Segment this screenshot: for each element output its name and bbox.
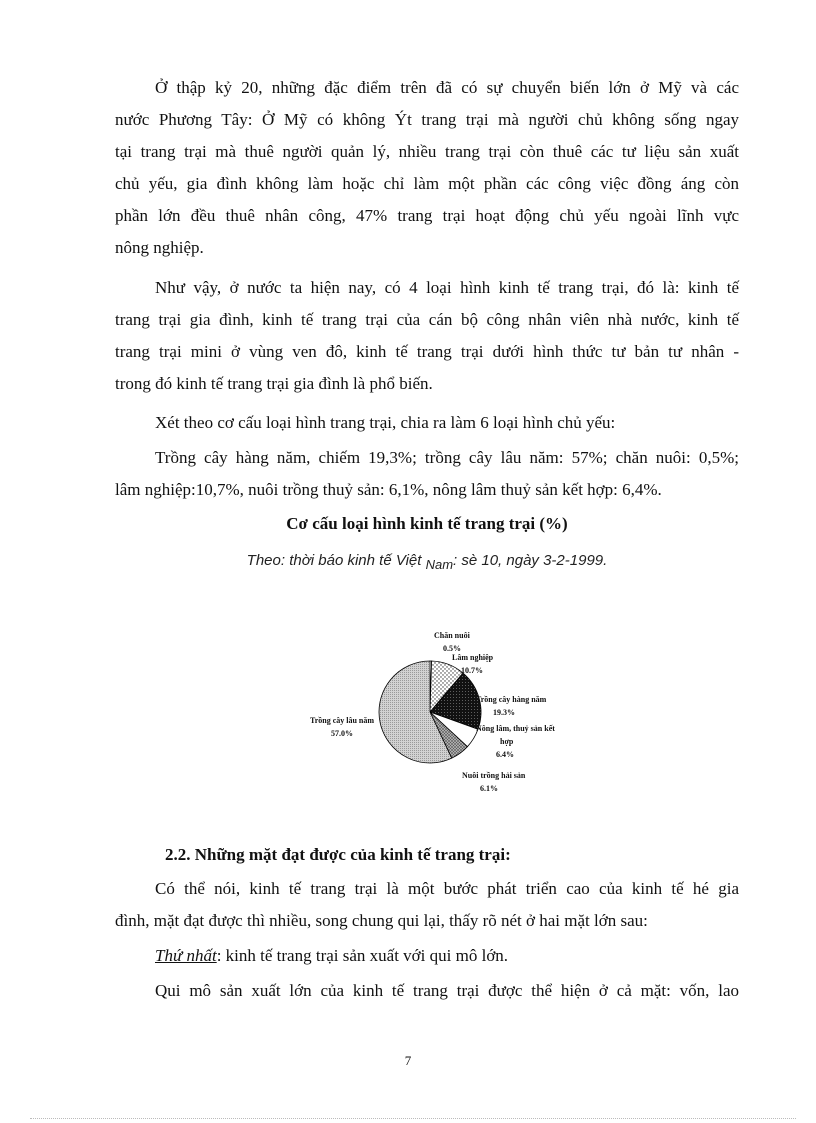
chart-source-after: : sè 10, ngày 3-2-1999. <box>453 552 608 569</box>
p1-line-3: tại trang trại mà thuê người quản lý, nhiều trang trại còn thuê các tư liệu sản xuất <box>115 142 739 161</box>
pie-label-0: Chăn nuôi 0.5% <box>434 631 470 653</box>
p5-line-1: Có thể nói, kinh tế trang trại là một bước phát triển cao của kinh tế hé gia <box>155 879 739 898</box>
paragraph-1 <box>115 72 739 264</box>
p4-line-2: lâm nghiệp:10,7%, nuôi trồng thuỷ sản: 6,1%, nông lâm thuỷ sản kết hợp: 6,4%. <box>115 480 662 499</box>
page-bottom-rule <box>30 1118 796 1119</box>
paragraph-4 <box>115 442 739 506</box>
p6-line-1: Qui mô sản xuất lớn của kinh tế trang trại được thể hiện ở cả mặt: vốn, lao <box>155 981 739 1000</box>
p4-line-1: Trồng cây hàng năm, chiếm 19,3%; trồng cây lâu năm: 57%; chăn nuôi: 0,5%; <box>155 448 739 467</box>
p1-line-1: Ở thập kỷ 20, những đặc điểm trên đã có sự chuyển biến lớn ở Mỹ và các <box>155 78 739 97</box>
p2-line-1: Như vậy, ở nước ta hiện nay, có 4 loại hình kinh tế trang trại, đó là: kinh tế <box>155 278 739 297</box>
pie-chart-svg <box>260 612 600 807</box>
page-number: 7 <box>404 1053 412 1068</box>
paragraph-first-point <box>115 940 739 972</box>
p5-line-2: đình, mặt đạt được thì nhiều, song chung qui lại, thấy rõ nét ở hai mặt lớn sau: <box>115 911 648 930</box>
section-heading: 2.2. Những mặt đạt được của kinh tế trang trại: <box>165 845 511 864</box>
paragraph-3 <box>115 407 739 439</box>
p1-last-line: nông nghiệp. <box>115 238 204 257</box>
first-point-text <box>115 940 739 972</box>
p2-line-3: trang trại mini ở vùng ven đô, kinh tế trang trại dưới hình thức tư bản tư nhân - <box>115 342 739 361</box>
chart-source <box>115 549 739 573</box>
pie-label-5: Trồng cây lâu năm 57.0% <box>309 716 375 738</box>
chart-source-sub: Nam <box>425 557 454 572</box>
pie-label-3: Nông lâm, thuỷ sản kết hợp 6.4% <box>476 724 555 759</box>
paragraph-2-text <box>115 272 739 400</box>
paragraph-3-text: Xét theo cơ cấu loại hình trang trại, chia ra làm 6 loại hình chủ yếu: <box>155 413 616 432</box>
pie-label-2: Trồng cây hàng năm 19.3% <box>476 695 547 717</box>
p1-line-4: chủ yếu, gia đình không làm hoặc chỉ làm một phần các công việc đồng áng còn <box>115 174 739 193</box>
first-label: Thứ nhất <box>155 946 217 965</box>
p1-line-2: nước Phương Tây: Ở Mỹ có không Ýt trang trại mà người chủ không sống ngay <box>115 110 739 129</box>
first-text: : kinh tế trang trại sản xuất với qui mô lớn. <box>216 946 509 965</box>
p2-last-line: trong đó kinh tế trang trại gia đình là phổ biến. <box>115 374 433 393</box>
p1-line-5: phần lớn đều thuê nhân công, 47% trang trại hoạt động chủ yếu ngoài lĩnh vực <box>115 206 739 225</box>
chart-source-before: Theo: thời báo kinh tế Việt <box>246 552 426 569</box>
paragraph-2 <box>115 272 739 400</box>
paragraph-1-text <box>115 72 739 264</box>
paragraph-5-text <box>115 873 739 937</box>
pie-chart <box>260 612 600 807</box>
paragraph-4-text <box>115 442 739 506</box>
paragraph-6 <box>115 975 739 1007</box>
p2-line-2: trang trại gia đình, kinh tế trang trại của cán bộ công nhân viên nhà nước, kinh tế <box>115 310 739 329</box>
paragraph-5 <box>115 873 739 937</box>
pie-label-1: Lâm nghiệp 10.7% <box>452 653 494 675</box>
paragraph-6-text <box>115 975 739 1007</box>
pie-label-4: Nuôi trồng hải sản 6.1% <box>462 771 526 793</box>
chart-title: Cơ cấu loại hình kinh tế trang trại (%) <box>286 514 568 533</box>
